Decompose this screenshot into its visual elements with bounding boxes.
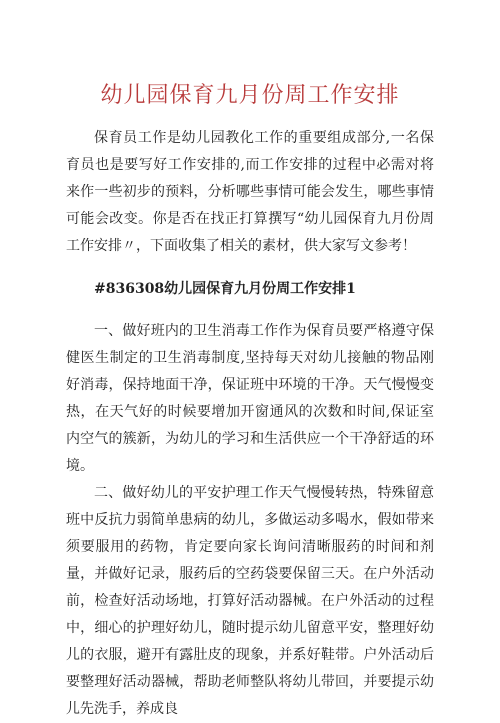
intro-paragraph: 保育员工作是幼儿园教化工作的重要组成部分,一名保育员也是要写好工作安排的,而工作安排的过程中必需对将来作一些初步的预料，分析哪些事情可能会发生，哪些事情可能会改变。你是否在找正打算撰写“幼儿园保育九月份周工作安排〃，下面收集了相关的素材，供大家写文参考！ — [66, 130, 434, 254]
body-paragraph-1: 一、做好班内的卫生消毒工作作为保育员要严格遵守保健医生制定的卫生消毒制度,坚持每天对幼儿接触的物品刚好消毒，保持地面干净，保证班中环境的干净。天气慢慢变热，在天气好的时候要增加开窗通风的次数和时间,保证室内空气的簇新，为幼儿的学习和生活供应一个干净舒适的环境。 — [66, 323, 434, 474]
section-heading: #836308幼儿园保育九月份周工作安排1 — [94, 281, 356, 297]
document-title: 幼儿园保育九月份周工作安排 — [100, 83, 400, 108]
body-paragraph-2: 二、做好幼儿的平安护理工作天气慢慢转热，特殊留意班中反抗力弱简单患病的幼儿，多做运动多喝水，假如带来须要服用的药物，肯定要向家长询问清晰服药的时间和剂量，并做好记录，服药后的空药袋要保留三天。在户外活动前，检查好活动场地，打算好活动器械。在户外活动的过程中，细心的护理好幼儿，随时提示幼儿留意平安，整理好幼儿的衣服，避开有露肚皮的现象，并系好鞋带。户外活动后要整理好活动器械，帮助老师整队将幼儿带回，并要提示幼儿先洗手，养成良 — [66, 485, 434, 717]
